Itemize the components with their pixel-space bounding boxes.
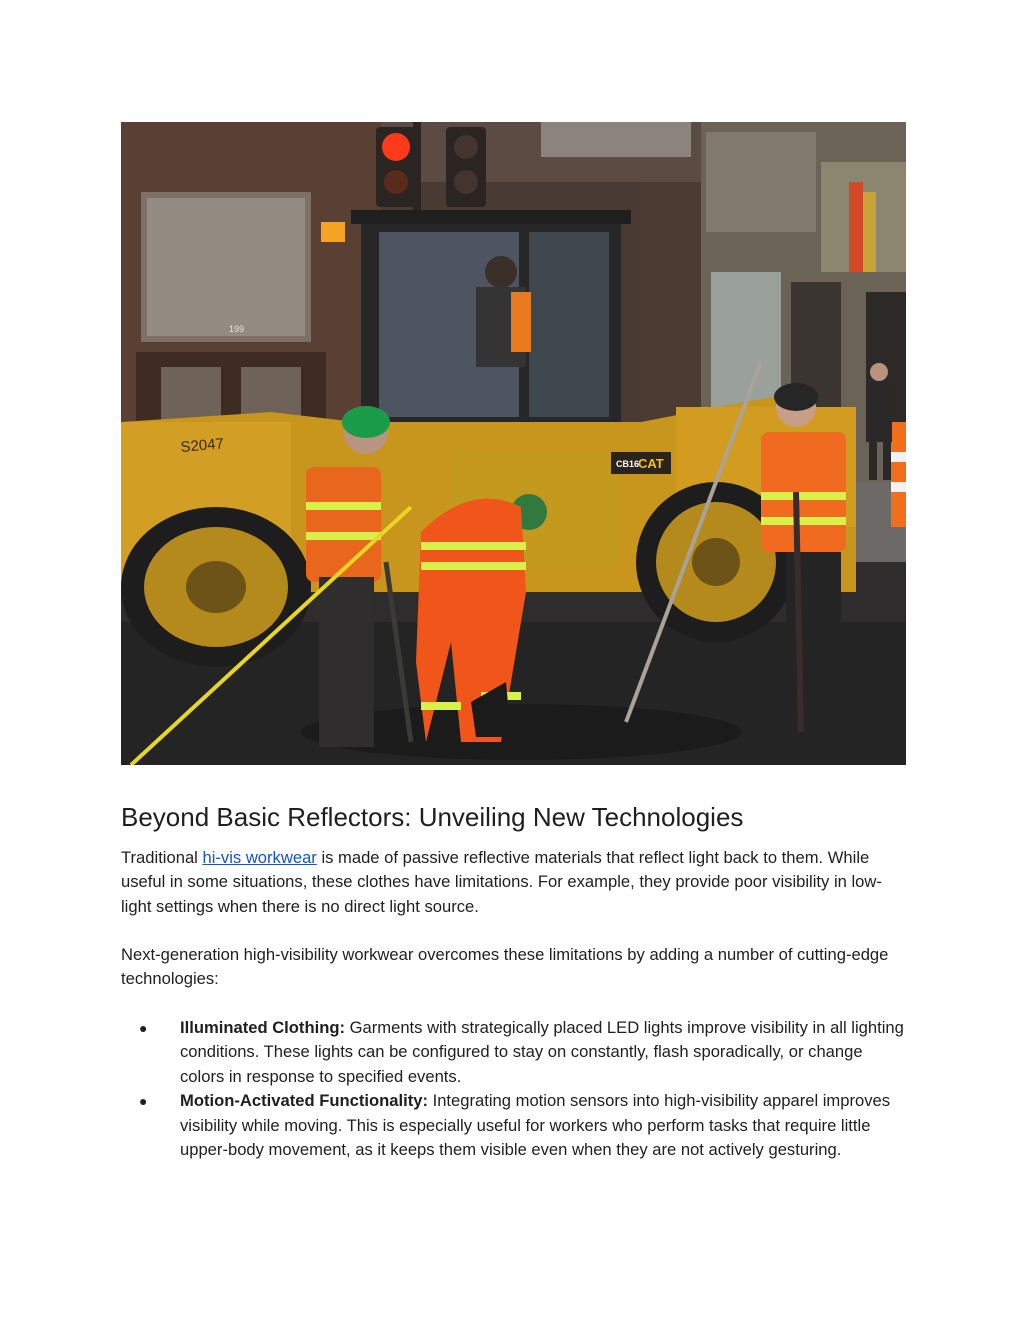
intro-text-end: is made of passive reflective materials that reflect light back to them. While useful in some situations, these clothes have limitations. For example, they provide poor visibility in low-light settings when there is no direct light source. bbox=[121, 848, 882, 916]
road-work-photo bbox=[121, 122, 906, 765]
list-item-title: Motion-Activated Functionality: bbox=[180, 1091, 428, 1111]
list-item-text: Integrating motion sensors into high-visibility apparel improves visibility while moving. This is especially useful for workers who perform tasks that require little upper-body movement, as it keeps them visible even when they are not actively gesturing. bbox=[180, 1091, 891, 1160]
roller-number: S2047 bbox=[179, 435, 225, 456]
door-number: 199 bbox=[229, 324, 245, 334]
list-item-text: Garments with strategically placed LED lights improve visibility in all lighting conditions. These lights can be configured to stay on constantly, flash sporadically, or change colors in response to specified events. bbox=[180, 1018, 904, 1086]
list-item-motion-activated bbox=[121, 1089, 911, 1162]
bullet-icon: ● bbox=[139, 1020, 148, 1036]
cat-badge: CAT bbox=[638, 456, 664, 471]
hi-vis-workwear-link[interactable]: hi-vis workwear bbox=[202, 848, 317, 867]
list-item-title: Illuminated Clothing: bbox=[180, 1018, 345, 1037]
section-heading: Beyond Basic Reflectors: Unveiling New Technologies bbox=[121, 802, 744, 832]
list-item-illuminated-clothing bbox=[121, 1016, 911, 1089]
model-badge: CB16 bbox=[616, 459, 640, 469]
bullet-icon: ● bbox=[139, 1093, 148, 1110]
technologies-paragraph: Next-generation high-visibility workwear overcomes these limitations by adding a number of cutting-edge technologies: bbox=[121, 945, 889, 989]
intro-paragraph bbox=[121, 846, 911, 919]
intro-text-start: Traditional bbox=[121, 848, 203, 867]
technology-list bbox=[121, 1016, 911, 1162]
